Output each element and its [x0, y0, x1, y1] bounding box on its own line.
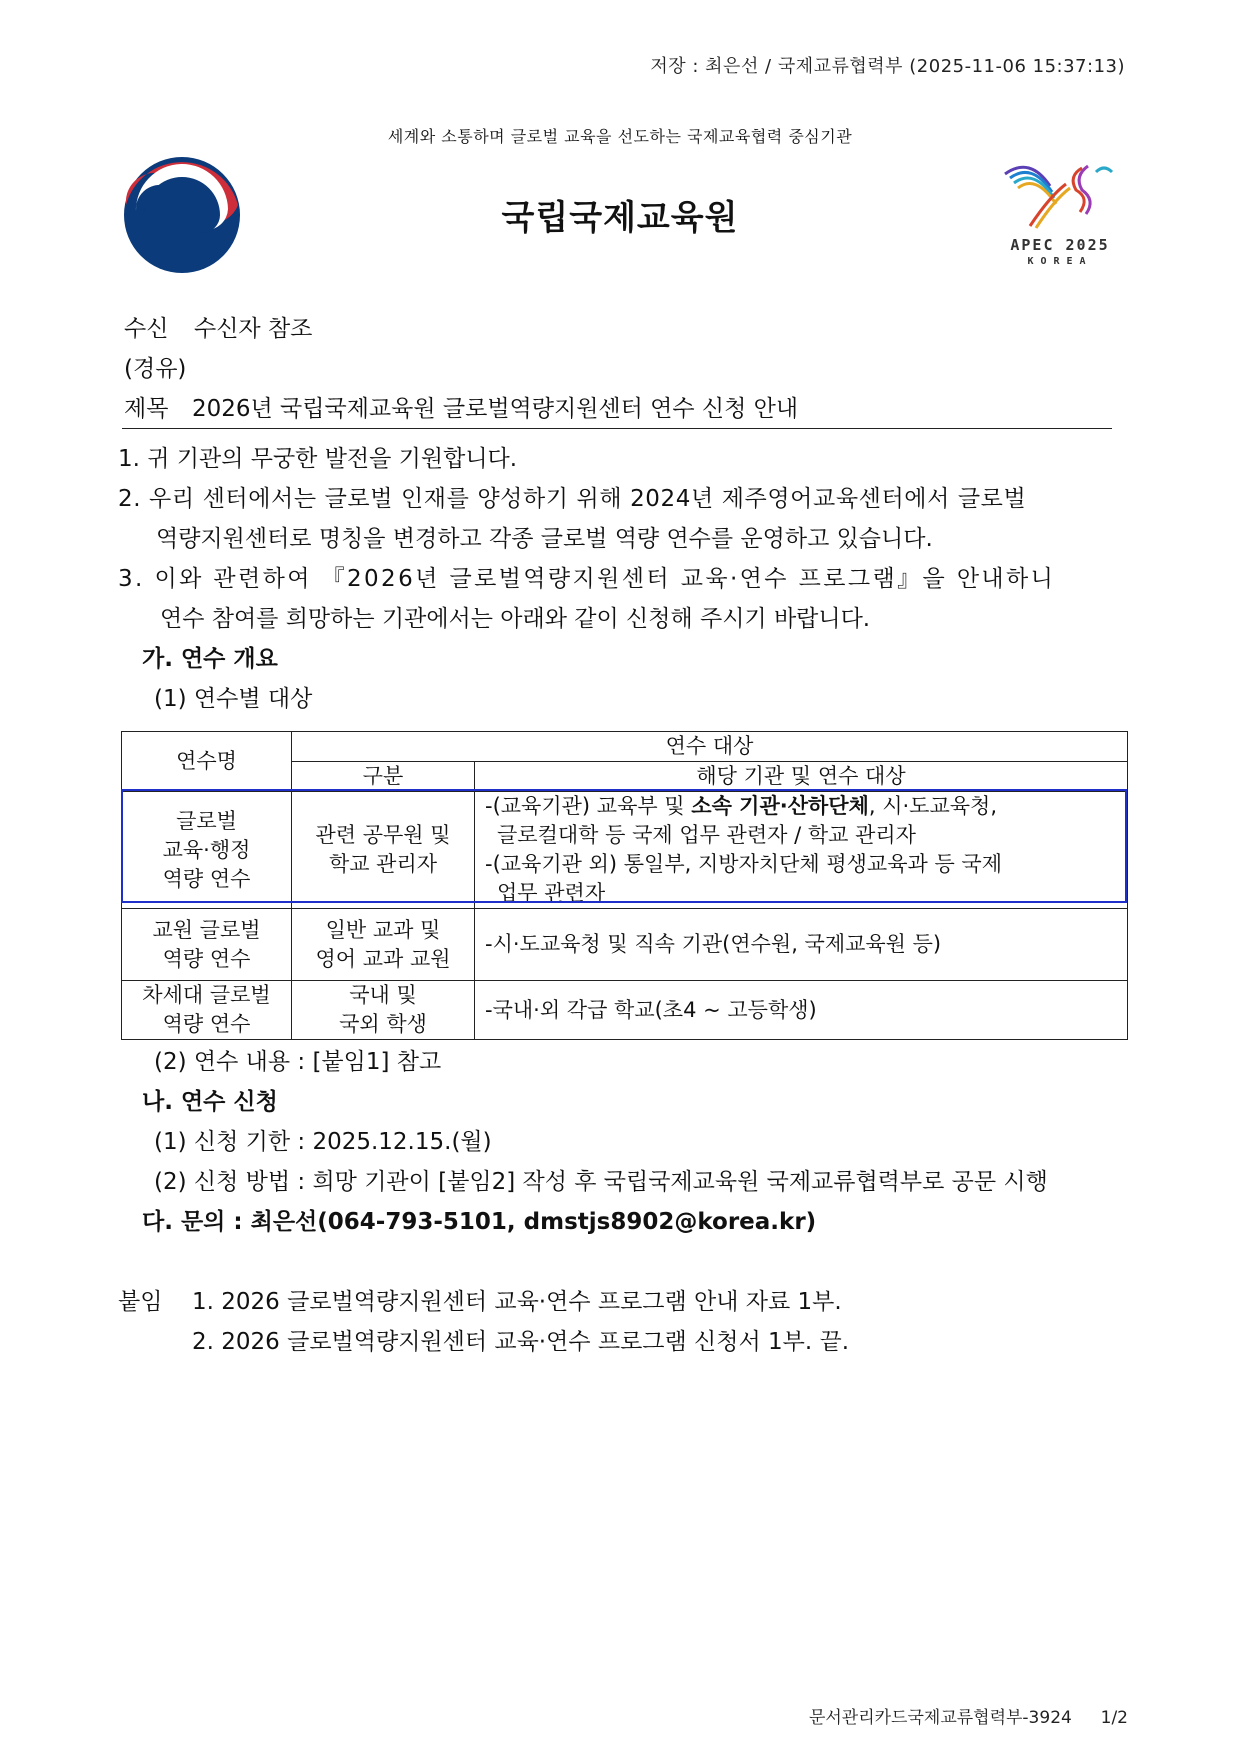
subject-label: 제목: [124, 396, 169, 422]
apec-logo-text: APEC 2025: [1010, 236, 1110, 254]
table-header-detail: 해당 기관 및 연수 대상: [475, 762, 1128, 792]
paragraph-1: 1. 귀 기관의 무궁한 발전을 기원합니다.: [118, 446, 518, 472]
via-line: (경유): [124, 356, 187, 382]
row-1-category: 관련 공무원 및 학교 관리자: [292, 792, 475, 909]
section-b-heading: 나. 연수 신청: [142, 1089, 278, 1115]
row-1-detail: -(교육기관) 교육부 및 소속 기관·산하단체, 시·도교육청, 글로컬대학 등 국제 업무 관련자 / 학교 관리자 -(교육기관 외) 통일부, 지방자치단체 평생교육과 등 국제 업무 관련자: [475, 792, 1128, 909]
document-code: 문서관리카드국제교류협력부-3924: [808, 1708, 1072, 1728]
row-2-detail: -시·도교육청 및 직속 기관(연수원, 국제교육원 등): [475, 909, 1128, 981]
row-3-name: 차세대 글로벌 역량 연수: [122, 981, 292, 1040]
subject-divider: [122, 428, 1112, 429]
section-b-sub-2: (2) 신청 방법 : 희망 기관이 [붙임2] 작성 후 국립국제교육원 국제교류협력부로 공문 시행: [154, 1169, 1048, 1195]
table-header-category: 구분: [292, 762, 475, 792]
table-header-name: 연수명: [122, 732, 292, 792]
table-row: [122, 981, 1128, 1040]
paragraph-2-line-2: 역량지원센터로 명칭을 변경하고 각종 글로벌 역량 연수를 운영하고 있습니다.: [156, 526, 933, 552]
attachment-label: 붙임: [118, 1289, 163, 1315]
saved-info: 저장 : 최은선 / 국제교류협력부 (2025-11-06 15:37:13): [650, 56, 1125, 77]
section-c-contact: 다. 문의 : 최은선(064-793-5101, dmstjs8902@korea.kr): [142, 1209, 817, 1235]
recipient-value: 수신자 참조: [194, 316, 313, 342]
apec-2025-logo: [1000, 156, 1120, 240]
page-number: 1/2: [1100, 1708, 1128, 1728]
row-2-name: 교원 글로벌 역량 연수: [122, 909, 292, 981]
section-a-heading: 가. 연수 개요: [142, 646, 278, 672]
paragraph-3-line-2: 연수 참여를 희망하는 기관에서는 아래와 같이 신청해 주시기 바랍니다.: [160, 606, 871, 632]
slogan: 세계와 소통하며 글로벌 교육을 선도하는 국제교육협력 중심기관: [387, 127, 853, 146]
row-1-name: 글로벌 교육·행정 역량 연수: [122, 792, 292, 909]
section-b-sub-1: (1) 신청 기한 : 2025.12.15.(월): [154, 1129, 492, 1155]
paragraph-3-line-1: 3. 이와 관련하여 『2026년 글로벌역량지원센터 교육·연수 프로그램』을 안내하니: [118, 566, 1056, 592]
organization-name: 국립국제교육원: [501, 198, 739, 238]
table-row: [122, 909, 1128, 981]
section-a-sub-2: (2) 연수 내용 : [붙임1] 참고: [154, 1049, 442, 1075]
apec-logo-subtext: KOREA: [1027, 256, 1093, 267]
subject-value: 2026년 국립국제교육원 글로벌역량지원센터 연수 신청 안내: [192, 396, 799, 422]
table-header-target: 연수 대상: [292, 732, 1128, 762]
table-row: [122, 792, 1128, 909]
recipient-label: 수신: [124, 316, 169, 342]
section-a-sub-1: (1) 연수별 대상: [154, 686, 313, 712]
attachment-item-1: 1. 2026 글로벌역량지원센터 교육·연수 프로그램 안내 자료 1부.: [192, 1289, 842, 1315]
row-3-detail: -국내·외 각급 학교(초4 ~ 고등학생): [475, 981, 1128, 1040]
training-target-table: [121, 731, 1128, 1040]
row-2-category: 일반 교과 및 영어 교과 교원: [292, 909, 475, 981]
row-3-category: 국내 및 국외 학생: [292, 981, 475, 1040]
paragraph-2-line-1: 2. 우리 센터에서는 글로벌 인재를 양성하기 위해 2024년 제주영어교육센터에서 글로벌: [118, 486, 1027, 512]
attachment-item-2: 2. 2026 글로벌역량지원센터 교육·연수 프로그램 신청서 1부. 끝.: [192, 1329, 850, 1355]
footer: [809, 1703, 1128, 1728]
